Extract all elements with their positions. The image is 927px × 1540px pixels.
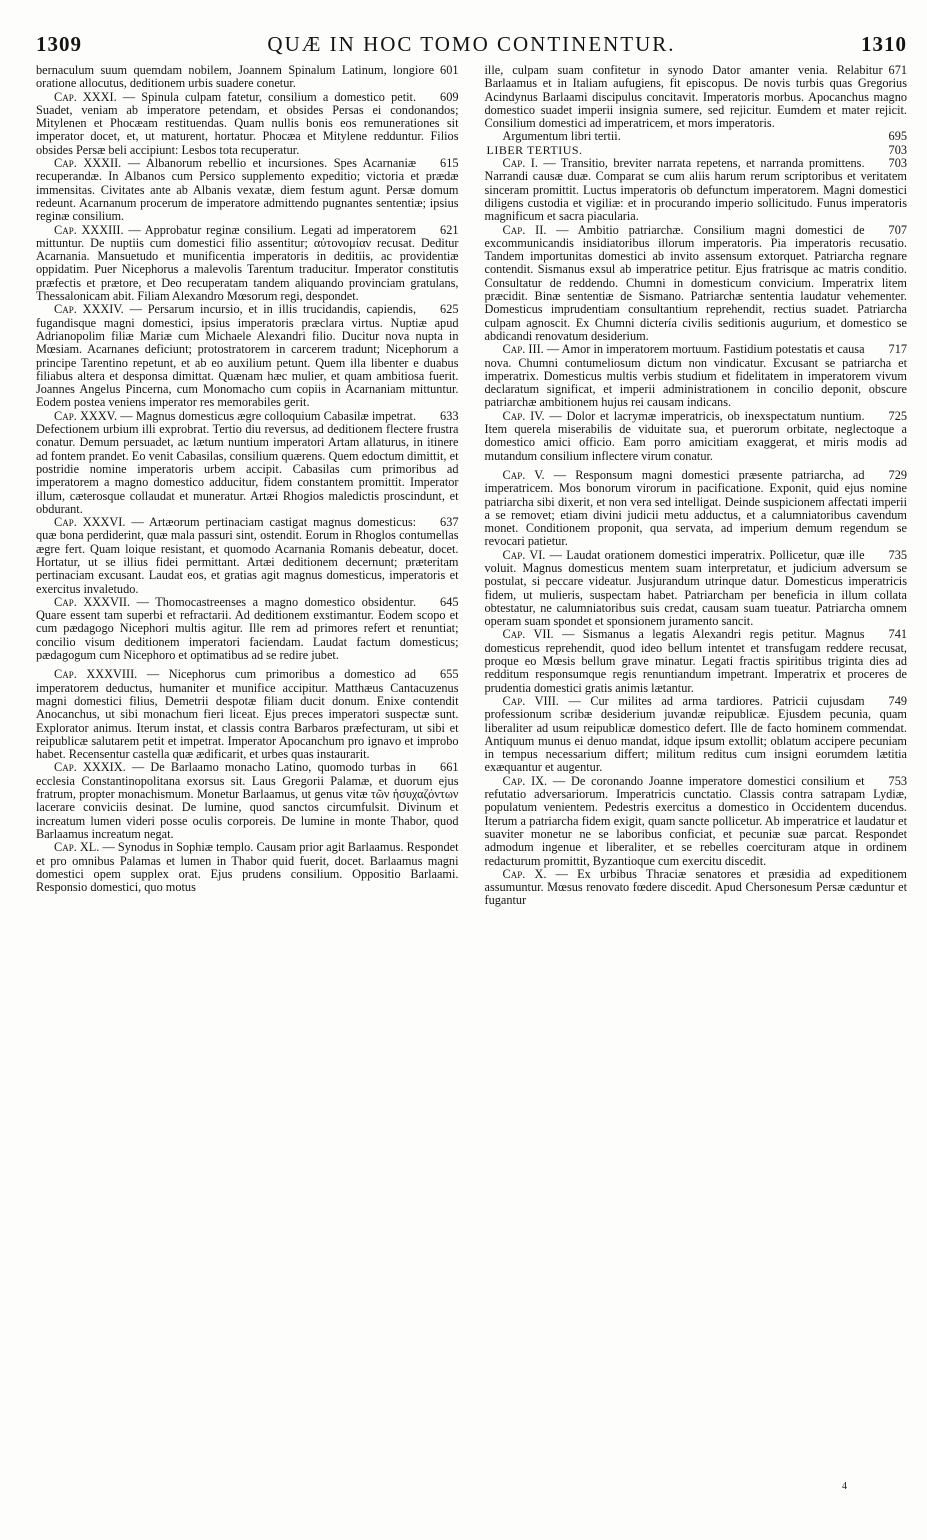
toc-entry	[485, 157, 908, 223]
entry-page-number: 615	[440, 156, 459, 171]
toc-entry	[36, 668, 459, 761]
entry-page-number: 601	[440, 63, 459, 77]
entry-text: — Persarum incursio, et in illis trucidandis, capiendis, fugandisque magni domestici, ipsius imperatoris præclara virtus. Nuptiæ apud Adrianopolim filiæ Mariæ cum Michaele Alexandri filio. Ducitur nova nupta in Mœsiam. Acarnanes deficiunt; protostratorem in carcerem tradunt; Nicephorum a principe Tarentino repetunt, et ab eo auxilium petunt. Quem illa libenter e duabus filiabus altera et desponsa dimittat. Quænam hæc mulier, et quam ambitiosa fuerit. Joannes Angelus Pincerna, cum Monomacho cum copiis in Acarnaniam mittuntur. Eodem postea veniens imperator res memorabiles gerit.	[36, 302, 459, 410]
entry-page-number: 703	[888, 156, 907, 171]
toc-entry	[36, 157, 459, 223]
entry-page-number: 637	[440, 515, 459, 530]
entry-text: — Sismanus a legatis Alexandri regis petitur. Magnus domesticus reprehendit, quod ideo bellum intentet et transfugam reddere recusat, proque eo Mœsis bellum grave minatur. Legati fractis spiritibus triginta dies ad redditum responsumque regis renuntiandum impetrant. Imperatrix et proceres de prudentia domestici gratis animis lætantur.	[484, 627, 907, 695]
entry-page-number: 655	[440, 667, 459, 682]
book-title: LIBER TERTIUS.	[486, 142, 583, 157]
entry-page-number: 671	[888, 63, 907, 77]
entry-text: Argumentum libri tertii.	[502, 129, 621, 144]
entry-text: — Dolor et lacrymæ imperatricis, ob inexspectatum nuntium. Item querela miserabilis de viduitate sua, et puerorum orbitate, neglectoque a domestico amici officio. Eam porro amicitiam exaggerat, et miris modis ad mutandum consilium inflectere virum conatur.	[484, 408, 907, 463]
entry-text: — Thomocastreenses a magno domestico obsidentur. Quare essent tam superbi et refractarii. Ad deditionem exstimantur. Eodem scopo et cum pædagogo Nicephori multis agitur. Ille rem ad primores refert et renuntiat; concilio visum deditionem imperatori faciendam. Laudat factum domesticus; pædagogum cum Nicephoro et optimatibus ad se redire jubet.	[36, 594, 459, 663]
chapter-label: Cap. II.	[502, 222, 547, 237]
toc-entry	[36, 410, 459, 516]
entry-page-number: 695	[888, 129, 907, 144]
chapter-label: Cap. XXXVIII.	[54, 667, 138, 682]
toc-entry	[485, 343, 908, 409]
chapter-label: Cap. I.	[502, 156, 538, 171]
chapter-label: Cap. XXXIV.	[54, 302, 124, 317]
book-heading	[485, 144, 908, 157]
entry-text: — Albanorum rebellio et incursiones. Spes Acarnaniæ recuperandæ. In Albanos cum Persico supplemento expeditio; victoria et prædæ immensitas. Civitates ante ab Albanis vexatæ, diem festum agunt. Persæ domum redeunt. Acarnanum procerum de imperatore admittendo pugnantes sententiæ; ipsius reginæ consilium.	[36, 156, 459, 224]
chapter-label: Cap. X.	[502, 866, 547, 881]
entry-page-number: 633	[440, 408, 459, 423]
toc-entry	[485, 695, 908, 775]
entry-page-number: 707	[888, 222, 907, 237]
entry-page-number: 661	[440, 760, 459, 775]
entry-text: — Laudat orationem domestici imperatrix. Pollicetur, quæ ille voluit. Magnus domesticus mentem suam interpretatur, et judicium adversum se postulat, si peccare videatur. Jusjurandum utrinque datur. Domesticus imperatricis fidem, ut mulieris, suspectam habet. Patriarcham per beneficia in illum collata obtestatur, ne calumniatoribus suis credat, causam suam tueatur. Patriarcha omnem operam suam spondet et sponsionem juramento sancit.	[484, 547, 907, 629]
entry-text: — Magnus domesticus ægre colloquium Cabasilæ impetrat. Defectionem urbium illi exprobrat. Tertio diu reversus, ad deditionem flectere frustra conatur. Demum persuadet, ac lætum nuntium imperatori Artam allaturus, in itinere ad fontem prandet. Eo venit Cabasilas, consilium quærens. Quem edoctum dimittit, et postridie nomine imperatoris urbem accipit. Cabasilas cum primoribus ad imperatorem a magno domestico adducitur, fidem constantem promittit. Imperator illum, cæterosque collaudat et muneratur. Artæi Rhogios maledictis proscindunt, et obdurant.	[36, 408, 459, 516]
toc-entry	[36, 64, 459, 91]
left-column	[36, 64, 459, 908]
entry-page-number: 625	[440, 302, 459, 317]
entry-text: — Artæorum pertinaciam castigat magnus domesticus: quæ bona perdiderint, quæ mala passuri sint, ostendit. Eorum in Rhoglos contumellas ægre fert. Quam loique resistant, et quomodo Acarnania Romanis debeatur, docet. Hortatur, ut se illius fidei permittant. Artæi deditionem decernunt; præteritam pertinaciam excusant. Laudat eos, et gratias agit magnus domesticus, imperatoris et exercitus invaletudo.	[36, 515, 459, 596]
toc-entry	[485, 130, 908, 143]
running-header	[36, 28, 907, 62]
toc-entry	[485, 224, 908, 344]
entry-text: — De coronando Joanne imperatore domestici consilium et refutatio adversariorum. Imperatricis cunctatio. Classis contra satrapam Lydiæ, populatum venientem. Pedestris exercitus a domestico in Occidentem ducendus. Iterum a patriarcha fidem exigit, quam sancte pollicetur. Ab imperatrice et laudatur et suaviter monetur ne se laboribus conficiat, et pecuniæ suæ parcat. Respondet admodum ingenue et liberaliter, et se rebelles coercituram atque in ordinem redacturum promittit, Byzantioque cum exercitu discedit.	[484, 773, 907, 868]
entry-page-number: 749	[888, 693, 907, 708]
toc-entry	[485, 868, 908, 908]
entry-page-number: 717	[888, 342, 907, 357]
entry-page-number: 753	[888, 773, 907, 788]
page-title: QUÆ IN HOC TOMO CONTINENTUR.	[267, 32, 676, 56]
toc-entry	[485, 628, 908, 694]
right-column	[485, 64, 908, 908]
entry-text: — Responsum magni domestici præsente patriarcha, ad imperatricem. Mos bonorum virorum in pacificatione. Exponit, quid ejus nomine patriarcha sibi dixerit, et non vera sed intelligat. Deinde suspicionem affectati imperii a se removet; etiam divini judicii metu adductus, et a calumniatoribus cavendum monet. Conditionem proponit, qua servata, ad imperium demum regendum se revocari patietur.	[484, 467, 907, 549]
toc-entry	[36, 224, 459, 304]
entry-text: — Approbatur reginæ consilium. Legati ad imperatorem mittuntur. De nuptiis cum domestici filio assentitur; αὐτονομίαν recusat. Deditur Acarnania. Mansuetudo et munificentia imperatoris in deditiis, ac providentiæ oppidatim. Puer Nicephorus a malevolis Tarentum traducitur. Imperator constitutis præfectis et prætore, et Deo recuperatam tandem aliquando provinciam gratulans, Thessalonicam abit. Filiam Alexandro Mœsorum regi, despondet.	[36, 222, 459, 304]
entry-text: — Nicephorus cum primoribus a domestico ad imperatorem deductus, humaniter et munifice accipitur. Matthæus Cantacuzenus magni domestici filius, Demetrii despotæ filiam ducit donum. Enixe contendit Anocanchus, ut sibi monachum fieri liceat. Ejus preces imperatori suspectæ sunt. Explorator animus. Iterum instat, et classis contra Barbaros præfecturam, ut sibi et reipublicæ salutarem petit et impetrat. Imperator Apocanchum pro ignavo et improbo habet. Recensentur castella quæ ædificarit, et urbes quas instaurarit.	[36, 667, 459, 762]
toc-entry	[36, 516, 459, 596]
entry-text: — Spinula culpam fatetur, consilium a domestico petit. Suadet, veniam ab imperatore petendam, et obsides Persas ei condonandos; Mitylenen et Phocæam restituendas. Quam nullis bonis eos remunerationes sit imperator docet, et, ut maturent, hortatur. Phocæa et Mitylene redduntur. Filios obsides Persæ beli accipiunt: Lesbos tota recuperatur.	[36, 89, 459, 157]
chapter-label: Cap. XL.	[54, 840, 100, 855]
entry-page-number: 621	[440, 222, 459, 237]
entry-page-number: 609	[440, 89, 459, 104]
entry-page-number: 741	[888, 627, 907, 642]
page-number-right: 1310	[861, 32, 907, 56]
entry-page-number: 729	[888, 467, 907, 482]
entry-text: — Transitio, breviter narrata repetens, et narranda promittens. Narrandi causæ duæ. Comparat se cum aliis harum rerum scriptoribus et veritatem sinceram promittit. Luctus imperatoris ob defunctum imperatorem. Magni domestici diligens custodia et vigiliæ: et in procurando imperio sollicitudo. Funus imperatoris magnificum et sacra piacularia.	[484, 156, 907, 224]
page-number-left: 1309	[36, 32, 82, 56]
chapter-label: Cap. VIII.	[502, 693, 559, 708]
entry-text: — Synodus in Sophiæ templo. Causam prior agit Barlaamus. Respondet et pro omnibus Palamas et lumen in Thabor quid fuerit, docet. Barlaamus magni domestici opem supplex orat. Ejus prudens consilium. Oppositio Barlaami. Responsio domestici, quo motus	[36, 840, 459, 895]
toc-entry	[36, 841, 459, 894]
chapter-label: Cap. XXXI.	[54, 89, 117, 104]
entry-text: ille, culpam suam confitetur in synodo Dator amanter venia. Relabitur Barlaamus et in Italiam aufugiens, fit episcopus. De novis turbis quas Gregorius Acindynus Barlaami discipulus concitavit. Imperatoris morbus. Apocanchus magno domestico suadet imperii insignia sumere, sed rejicitur. Eumdem et mater rejicit. Consilium domestici ad imperatricem, et mors imperatoris.	[484, 63, 907, 131]
toc-entry	[36, 303, 459, 409]
footer-mark: 4	[842, 1481, 847, 1492]
chapter-label: Cap. IV.	[502, 408, 545, 423]
chapter-label: Cap. XXXV.	[54, 408, 118, 423]
chapter-label: Cap. IX.	[502, 773, 548, 788]
chapter-label: Cap. XXXII.	[54, 156, 122, 171]
entry-page-number: 725	[888, 408, 907, 423]
toc-entry	[36, 761, 459, 841]
toc-entry	[36, 596, 459, 662]
toc-entry	[485, 775, 908, 868]
toc-entry	[485, 410, 908, 463]
chapter-label: Cap. VII.	[502, 627, 554, 642]
chapter-label: Cap. XXXIII.	[54, 222, 124, 237]
chapter-label: Cap. V.	[502, 467, 545, 482]
entry-text: bernaculum suum quemdam nobilem, Joannem Spinalum Latinum, longiore oratione allocutus, deditionem urbis suadere conetur.	[36, 63, 435, 91]
toc-entry	[485, 64, 908, 130]
entry-text: — Cur milites ad arma tardiores. Patricii cujusdam professionum scribæ desiderium juvandæ reipublicæ. Ejusdem pecunia, quam liberaliter ad usum reipublicæ domestico defert. Ille de facto hominem commendat. Antiquum munus ei denuo mandat, idque ipsum extollit; oblatum accipere pecuniam in tempus necessarium differt; militum reditus cum insigni eorumdem lætitia exæquantur et augentur.	[484, 693, 907, 775]
chapter-label: Cap. III.	[502, 342, 544, 357]
toc-entry	[485, 469, 908, 549]
toc-entry	[485, 549, 908, 629]
entry-page-number: 735	[888, 547, 907, 562]
entry-text: — Amor in imperatorem mortuum. Fastidium potestatis et causa nova. Chumni contumeliosum dictum non vindicatur. Excusant se patriarcha et imperatrix. Domesticus multis verbis studium et fidelitatem in imperatorem vivum declaratum significat, et imperii administrationem in concilio deponit, obscure patriarchæ ambitionem hujus rei causam indicans.	[484, 342, 907, 410]
entry-text: — Ambitio patriarchæ. Consilium magni domestici de excommunicandis insidiatoribus illorum imperatoris. Pia imperatoris recusatio. Tandem importunitas domestici ab invito assensum extorquet. Patriarcha regnare contendit. Sismanus exsul ab imperatrice petitur. Ejus fratrisque ac matris conditio. Consultatur de reddendo. Chumni in domesticum convicium. Imperatrix litem præcidit. Binæ sententiæ de Sismano. Patriarchæ sententia laudatur vehementer. Domesticus imprudentiam consultantium reprehendit, rectius suadet. Patriarcha culpam agnoscit. Ex Chumni dictería civilis seditionis augurium, et domestico se abdicandi renovatum desiderium.	[484, 222, 907, 343]
chapter-label: Cap. XXXVII.	[54, 594, 131, 609]
entry-text: — De Barlaamo monacho Latino, quomodo turbas in ecclesia Constantinopolitana exorsus sit. Laus Gregorii Palamæ, et duorum ejus fratrum, propter monachismum. Monetur Barlaamus, ut genus vitæ τῶν ἡσυχαζόντων lacerare conviciis desinat. De lumine, quod sanctos circumfulsit. Divinum et increatum lumen videri posse oculis corporeis. De lumine in monte Thabor, quod Barlaamus increatum negat.	[36, 760, 459, 841]
chapter-label: Cap. XXXVI.	[54, 515, 126, 530]
toc-entry	[36, 91, 459, 157]
chapter-label: Cap. XXXIX.	[54, 760, 126, 775]
chapter-label: Cap. VI.	[502, 547, 546, 562]
entry-page-number: 645	[440, 594, 459, 609]
two-column-body	[36, 64, 907, 908]
book-page-number: 703	[888, 142, 907, 157]
entry-text: — Ex urbibus Thraciæ senatores et præsidia ad expeditionem assumuntur. Mœsus renovato fœdere discedit. Apud Chersonesum Persæ cæduntur et fugantur	[484, 866, 907, 908]
